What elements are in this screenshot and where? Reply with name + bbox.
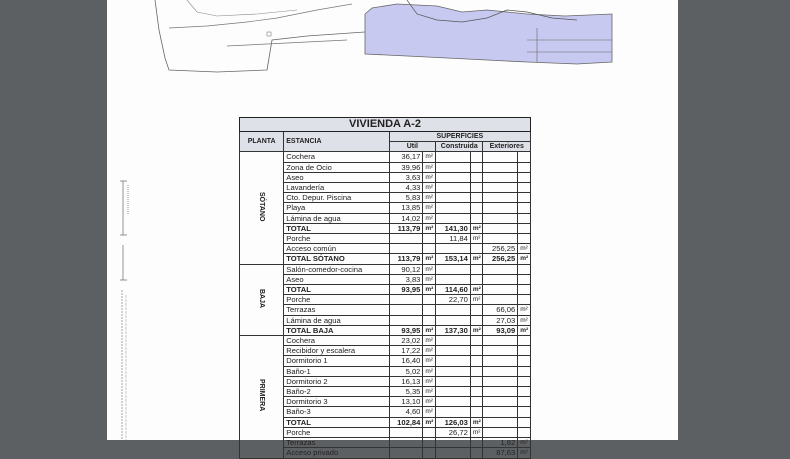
cell-unit: m² (423, 376, 436, 386)
cell-util: 16,13 (389, 376, 423, 386)
table-row (240, 366, 531, 376)
cell-exteriores (483, 264, 518, 274)
cell-util (389, 427, 423, 437)
cell-unit (518, 295, 531, 305)
cell-estancia: Terrazas (284, 305, 389, 315)
cell-construida: 153,14 (436, 254, 471, 264)
cell-construida (436, 183, 471, 193)
cell-construida (436, 438, 471, 448)
table-row (240, 376, 531, 386)
cell-exteriores (483, 203, 518, 213)
cell-unit: m² (423, 397, 436, 407)
cell-exteriores (483, 417, 518, 427)
cell-unit: m² (423, 356, 436, 366)
cell-construida (436, 366, 471, 376)
table-row (240, 346, 531, 356)
table-row (240, 295, 531, 305)
cell-unit (470, 346, 483, 356)
table-title: VIVIENDA A-2 (240, 118, 531, 132)
surface-table (239, 117, 531, 459)
cell-unit: m² (518, 325, 531, 335)
cell-construida (436, 152, 471, 162)
cell-util (389, 438, 423, 448)
cell-util: 5,83 (389, 193, 423, 203)
cell-exteriores: 27,03 (483, 315, 518, 325)
document-page (107, 0, 678, 458)
cell-estancia: Cochera (284, 152, 389, 162)
cell-unit: m² (423, 417, 436, 427)
cell-construida: 114,60 (436, 285, 471, 295)
cell-util (389, 305, 423, 315)
table-row (240, 264, 531, 274)
cell-unit (470, 315, 483, 325)
cell-estancia: Porche (284, 234, 389, 244)
cell-util: 93,95 (389, 285, 423, 295)
cell-unit (470, 203, 483, 213)
table-row (240, 397, 531, 407)
cell-util: 36,17 (389, 152, 423, 162)
cell-unit: m² (518, 305, 531, 315)
cell-estancia: Lámina de agua (284, 213, 389, 223)
cell-construida: 11,84 (436, 234, 471, 244)
cell-unit: m² (423, 254, 436, 264)
cell-unit: m² (518, 448, 531, 458)
planta-label-text: PRIMERA (258, 379, 266, 412)
table-row (240, 193, 531, 203)
cell-estancia: Playa (284, 203, 389, 213)
cell-unit (518, 407, 531, 417)
cell-unit (518, 223, 531, 233)
cell-exteriores (483, 397, 518, 407)
table-row (240, 285, 531, 295)
cell-unit (470, 172, 483, 182)
cell-construida (436, 387, 471, 397)
cell-unit: m² (423, 407, 436, 417)
cell-util: 5,02 (389, 366, 423, 376)
table-row (240, 315, 531, 325)
cell-estancia: Acceso privado (284, 448, 389, 458)
cell-exteriores: 256,25 (483, 244, 518, 254)
cell-exteriores: 93,09 (483, 325, 518, 335)
cell-exteriores (483, 234, 518, 244)
cell-estancia: Lámina de agua (284, 315, 389, 325)
cell-util: 23,02 (389, 336, 423, 346)
cell-unit (470, 448, 483, 458)
cell-unit (518, 376, 531, 386)
cell-construida (436, 448, 471, 458)
cell-unit (518, 152, 531, 162)
cell-estancia: Cochera (284, 336, 389, 346)
cell-unit (470, 356, 483, 366)
planta-label-text: SÓTANO (258, 191, 266, 222)
cell-exteriores (483, 387, 518, 397)
cell-estancia: Baño-2 (284, 387, 389, 397)
header-estancia: ESTANCIA (284, 132, 389, 152)
cell-construida (436, 336, 471, 346)
cell-unit: m² (423, 336, 436, 346)
cell-estancia: Aseo (284, 274, 389, 284)
cell-estancia: TOTAL SÓTANO (284, 254, 389, 264)
planta-label (240, 152, 284, 264)
scale-marker-drawing (117, 175, 133, 295)
cell-unit (518, 183, 531, 193)
cell-estancia: Porche (284, 427, 389, 437)
cell-unit: m² (518, 315, 531, 325)
cell-unit (518, 397, 531, 407)
table-row (240, 183, 531, 193)
table-row (240, 162, 531, 172)
cell-construida (436, 346, 471, 356)
header-util: Útil (389, 142, 435, 152)
table-row (240, 438, 531, 448)
cell-estancia: TOTAL (284, 417, 389, 427)
cell-estancia: Dormitorio 2 (284, 376, 389, 386)
planta-label-text: BAJA (258, 288, 266, 308)
cell-unit (518, 336, 531, 346)
cell-unit (518, 387, 531, 397)
header-construida: Construida (436, 142, 483, 152)
cell-unit (423, 295, 436, 305)
cell-util: 3,63 (389, 172, 423, 182)
cell-unit (470, 213, 483, 223)
cell-unit (470, 152, 483, 162)
cell-unit (423, 315, 436, 325)
table-row (240, 203, 531, 213)
cell-unit: m² (470, 295, 483, 305)
table-row (240, 407, 531, 417)
cell-util: 13,85 (389, 203, 423, 213)
cell-construida (436, 274, 471, 284)
table-row (240, 387, 531, 397)
cell-construida: 22,70 (436, 295, 471, 305)
cell-exteriores (483, 193, 518, 203)
cell-unit (423, 438, 436, 448)
table-row (240, 244, 531, 254)
cell-unit (518, 162, 531, 172)
cell-construida (436, 305, 471, 315)
cell-unit (518, 234, 531, 244)
cell-estancia: Lavandería (284, 183, 389, 193)
cell-unit: m² (423, 203, 436, 213)
cell-estancia: TOTAL (284, 223, 389, 233)
cell-construida (436, 213, 471, 223)
cell-util: 16,40 (389, 356, 423, 366)
cell-unit: m² (470, 427, 483, 437)
cell-unit: m² (423, 172, 436, 182)
planta-label (240, 336, 284, 458)
cell-util (389, 448, 423, 458)
cell-construida (436, 397, 471, 407)
cell-estancia: Baño-3 (284, 407, 389, 417)
cell-unit (423, 448, 436, 458)
cell-exteriores (483, 427, 518, 437)
planta-label (240, 264, 284, 335)
cell-exteriores (483, 285, 518, 295)
table-row (240, 417, 531, 427)
cell-exteriores (483, 162, 518, 172)
cell-unit: m² (423, 152, 436, 162)
floor-plan-drawing (107, 0, 678, 80)
table-row (240, 356, 531, 366)
cell-exteriores (483, 183, 518, 193)
cell-unit (470, 366, 483, 376)
table-row (240, 305, 531, 315)
cell-construida (436, 407, 471, 417)
cell-unit: m² (423, 213, 436, 223)
cell-unit (518, 193, 531, 203)
cell-unit: m² (470, 234, 483, 244)
cell-construida: 26,72 (436, 427, 471, 437)
cell-util: 17,22 (389, 346, 423, 356)
cell-estancia: TOTAL BAJA (284, 325, 389, 335)
cell-construida: 137,30 (436, 325, 471, 335)
cell-construida (436, 264, 471, 274)
cell-util (389, 295, 423, 305)
cell-unit (518, 366, 531, 376)
cell-unit: m² (470, 417, 483, 427)
cell-unit: m² (470, 223, 483, 233)
cell-unit: m² (423, 183, 436, 193)
cell-unit (470, 397, 483, 407)
cell-unit (470, 336, 483, 346)
cell-unit (518, 172, 531, 182)
table-row (240, 172, 531, 182)
table-row (240, 274, 531, 284)
cell-unit (470, 376, 483, 386)
cell-unit (518, 203, 531, 213)
header-exteriores: Exteriores (483, 142, 531, 152)
header-planta: PLANTA (240, 132, 284, 152)
cell-unit: m² (423, 162, 436, 172)
cell-unit: m² (423, 325, 436, 335)
cell-unit: m² (423, 366, 436, 376)
cell-unit: m² (423, 223, 436, 233)
cell-unit (470, 264, 483, 274)
cell-unit (518, 346, 531, 356)
cell-estancia: Salón-comedor-cocina (284, 264, 389, 274)
cell-estancia: Acceso común (284, 244, 389, 254)
cell-estancia: Aseo (284, 172, 389, 182)
surface-table-wrapper (239, 117, 531, 459)
cell-unit (470, 193, 483, 203)
cell-estancia: Zona de Ocio (284, 162, 389, 172)
cell-util: 3,83 (389, 274, 423, 284)
cell-construida (436, 315, 471, 325)
cell-unit (423, 234, 436, 244)
cell-unit (518, 285, 531, 295)
cell-util: 39,96 (389, 162, 423, 172)
cell-util: 113,79 (389, 254, 423, 264)
cell-exteriores (483, 223, 518, 233)
cell-construida (436, 193, 471, 203)
cell-exteriores (483, 274, 518, 284)
cell-exteriores (483, 336, 518, 346)
table-row (240, 213, 531, 223)
cell-exteriores: 66,06 (483, 305, 518, 315)
cell-unit: m² (470, 285, 483, 295)
cell-util: 4,33 (389, 183, 423, 193)
table-row (240, 336, 531, 346)
cell-util: 102,84 (389, 417, 423, 427)
cell-unit: m² (518, 244, 531, 254)
cell-unit (518, 213, 531, 223)
vertical-legend-drawing (119, 290, 129, 440)
cell-unit (518, 427, 531, 437)
cell-util: 90,12 (389, 264, 423, 274)
cell-estancia: TOTAL (284, 285, 389, 295)
cell-unit (470, 274, 483, 284)
cell-estancia: Terrazas (284, 438, 389, 448)
table-row (240, 427, 531, 437)
cell-exteriores (483, 152, 518, 162)
cell-unit (470, 244, 483, 254)
cell-util: 4,60 (389, 407, 423, 417)
cell-unit (518, 264, 531, 274)
cell-util: 13,10 (389, 397, 423, 407)
cell-unit: m² (423, 387, 436, 397)
cell-construida (436, 162, 471, 172)
cell-unit (470, 438, 483, 448)
cell-exteriores (483, 407, 518, 417)
cell-estancia: Dormitorio 3 (284, 397, 389, 407)
cell-unit: m² (423, 285, 436, 295)
cell-util: 93,95 (389, 325, 423, 335)
cell-exteriores: 256,25 (483, 254, 518, 264)
cell-unit (470, 305, 483, 315)
cell-unit: m² (423, 264, 436, 274)
table-row (240, 223, 531, 233)
cell-estancia: Recibidor y escalera (284, 346, 389, 356)
header-superficies: SUPERFICIES (389, 132, 530, 142)
cell-exteriores (483, 213, 518, 223)
table-row (240, 325, 531, 335)
cell-construida (436, 172, 471, 182)
cell-unit (518, 356, 531, 366)
cell-util (389, 244, 423, 254)
cell-unit: m² (423, 274, 436, 284)
cell-unit: m² (423, 193, 436, 203)
cell-unit (423, 244, 436, 254)
cell-exteriores (483, 366, 518, 376)
cell-unit: m² (470, 254, 483, 264)
cell-estancia: Cto. Depur. Piscina (284, 193, 389, 203)
cell-unit: m² (518, 438, 531, 448)
cell-construida (436, 376, 471, 386)
cell-exteriores (483, 346, 518, 356)
cell-unit (518, 417, 531, 427)
cell-exteriores: 87,63 (483, 448, 518, 458)
cell-exteriores (483, 295, 518, 305)
cell-unit (470, 183, 483, 193)
cell-estancia: Porche (284, 295, 389, 305)
cell-util (389, 234, 423, 244)
cell-exteriores: 1,82 (483, 438, 518, 448)
cell-construida: 141,30 (436, 223, 471, 233)
cell-construida: 126,03 (436, 417, 471, 427)
cell-util: 113,79 (389, 223, 423, 233)
cell-construida (436, 203, 471, 213)
cell-exteriores (483, 376, 518, 386)
table-row (240, 234, 531, 244)
cell-unit (470, 407, 483, 417)
cell-unit: m² (423, 346, 436, 356)
cell-unit: m² (518, 254, 531, 264)
cell-construida (436, 244, 471, 254)
cell-util: 5,35 (389, 387, 423, 397)
cell-estancia: Dormitorio 1 (284, 356, 389, 366)
cell-util: 14,02 (389, 213, 423, 223)
table-row (240, 254, 531, 264)
table-row (240, 448, 531, 458)
cell-unit (518, 274, 531, 284)
cell-unit (470, 387, 483, 397)
cell-unit (423, 305, 436, 315)
cell-unit (423, 427, 436, 437)
cell-estancia: Baño-1 (284, 366, 389, 376)
cell-unit (470, 162, 483, 172)
cell-unit: m² (470, 325, 483, 335)
cell-exteriores (483, 356, 518, 366)
cell-exteriores (483, 172, 518, 182)
cell-construida (436, 356, 471, 366)
cell-util (389, 315, 423, 325)
table-row (240, 152, 531, 162)
